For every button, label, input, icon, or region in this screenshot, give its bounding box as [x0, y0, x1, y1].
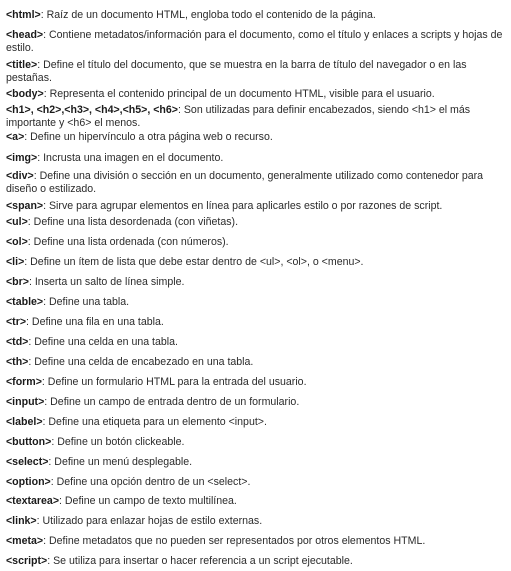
entry-description: : Se utiliza para insertar o hacer referencia a un script ejecutable. — [47, 555, 353, 567]
entry-link — [6, 515, 511, 528]
entry-tag: <ul> — [6, 216, 28, 228]
entry-tag: <button> — [6, 436, 52, 448]
entry-description: : Sirve para agrupar elementos en línea para aplicarles estilo o por razones de script. — [43, 200, 443, 212]
entry-description: : Utilizado para enlazar hojas de estilo externas. — [36, 515, 263, 527]
entry-a — [6, 131, 511, 144]
entry-tag: <ol> — [6, 236, 28, 248]
entry-description: : Incrusta una imagen en el documento. — [37, 152, 224, 164]
entry-description: : Define metadatos que no pueden ser representados por otros elementos HTML. — [43, 535, 426, 547]
entry-span — [6, 200, 511, 213]
entry-description: : Define un menú desplegable. — [48, 456, 193, 468]
entry-button — [6, 436, 511, 449]
entry-tag: <th> — [6, 356, 29, 368]
entry-li — [6, 256, 511, 269]
entry-description: : Define una celda en una tabla. — [28, 336, 178, 348]
entry-table — [6, 296, 511, 309]
entry-tag: <img> — [6, 152, 38, 164]
entry-tag: <table> — [6, 296, 44, 308]
entry-tag: <link> — [6, 515, 37, 527]
entry-tag: <html> — [6, 9, 41, 21]
entry-tag: <meta> — [6, 535, 44, 547]
entry-description: : Define una opción dentro de un <select>. — [50, 476, 251, 488]
entry-description: : Son utilizadas para definir encabezados, siendo <h1> el más importante y <h6> el menos. — [6, 104, 471, 129]
entry-headings — [6, 104, 511, 130]
entry-description: : Define un ítem de lista que debe estar dentro de <ul>, <ol>, o <menu>. — [24, 256, 364, 268]
entry-tag: <option> — [6, 476, 51, 488]
entry-tag: <br> — [6, 276, 29, 288]
entry-description: : Define una lista ordenada (con números). — [27, 236, 229, 248]
entry-textarea — [6, 495, 511, 508]
entry-option — [6, 476, 511, 489]
entry-tag: <textarea> — [6, 495, 60, 507]
entry-tag: <form> — [6, 376, 42, 388]
entry-ol — [6, 236, 511, 249]
entry-tag: <span> — [6, 200, 44, 212]
entry-tag: <a> — [6, 131, 25, 143]
entry-title — [6, 59, 511, 85]
entry-tag: <input> — [6, 396, 45, 408]
entry-tr — [6, 316, 511, 329]
entry-description: : Define una celda de encabezado en una tabla. — [28, 356, 254, 368]
entry-description: : Define el título del documento, que se muestra en la barra de título del navegador o en las pestañas. — [6, 59, 467, 84]
entry-description: : Define un formulario HTML para la entrada del usuario. — [41, 376, 307, 388]
entry-input — [6, 396, 511, 409]
entry-tag: <li> — [6, 256, 25, 268]
entry-description: : Define una división o sección en un documento, generalmente utilizado como contenedor para diseño o estilizado. — [6, 170, 484, 195]
entry-description: : Define un botón clickeable. — [51, 436, 185, 448]
entry-ul — [6, 216, 511, 229]
entry-label — [6, 416, 511, 429]
entry-form — [6, 376, 511, 389]
entry-description: : Representa el contenido principal de un documento HTML, visible para el usuario. — [43, 88, 435, 100]
entry-div — [6, 170, 511, 196]
entry-td — [6, 336, 511, 349]
entry-tag: <body> — [6, 88, 44, 100]
entry-description: : Raíz de un documento HTML, engloba todo el contenido de la página. — [40, 9, 376, 21]
entry-description: : Define una fila en una tabla. — [26, 316, 164, 328]
entry-tag: <h1>, <h2>,<h3>, <h4>,<h5>, <h6> — [6, 104, 178, 116]
entry-tag: <title> — [6, 59, 38, 71]
entry-html — [6, 9, 511, 22]
entry-description: : Define una lista desordenada (con viñetas). — [27, 216, 239, 228]
entry-tag: <select> — [6, 456, 49, 468]
entry-tag: <div> — [6, 170, 34, 182]
entry-description: : Define un campo de entrada dentro de un formulario. — [44, 396, 300, 408]
entry-description: : Define un campo de texto multilínea. — [59, 495, 237, 507]
entry-th — [6, 356, 511, 369]
entry-tag: <head> — [6, 29, 44, 41]
entry-description: : Inserta un salto de línea simple. — [28, 276, 185, 288]
entry-tag: <td> — [6, 336, 29, 348]
entry-description: : Contiene metadatos/información para el documento, como el título y enlaces a scripts y hojas de estilo. — [6, 29, 503, 54]
entry-meta — [6, 535, 511, 548]
entry-script — [6, 555, 511, 568]
entry-description: : Define una tabla. — [43, 296, 130, 308]
entry-img — [6, 152, 511, 165]
entry-description: : Define una etiqueta para un elemento <input>. — [42, 416, 267, 428]
entry-select — [6, 456, 511, 469]
entry-tag: <script> — [6, 555, 48, 567]
entry-head — [6, 29, 511, 55]
entry-br — [6, 276, 511, 289]
entry-description: : Define un hipervínculo a otra página web o recurso. — [24, 131, 273, 143]
entry-tag: <label> — [6, 416, 43, 428]
entry-body — [6, 88, 511, 101]
entry-tag: <tr> — [6, 316, 27, 328]
